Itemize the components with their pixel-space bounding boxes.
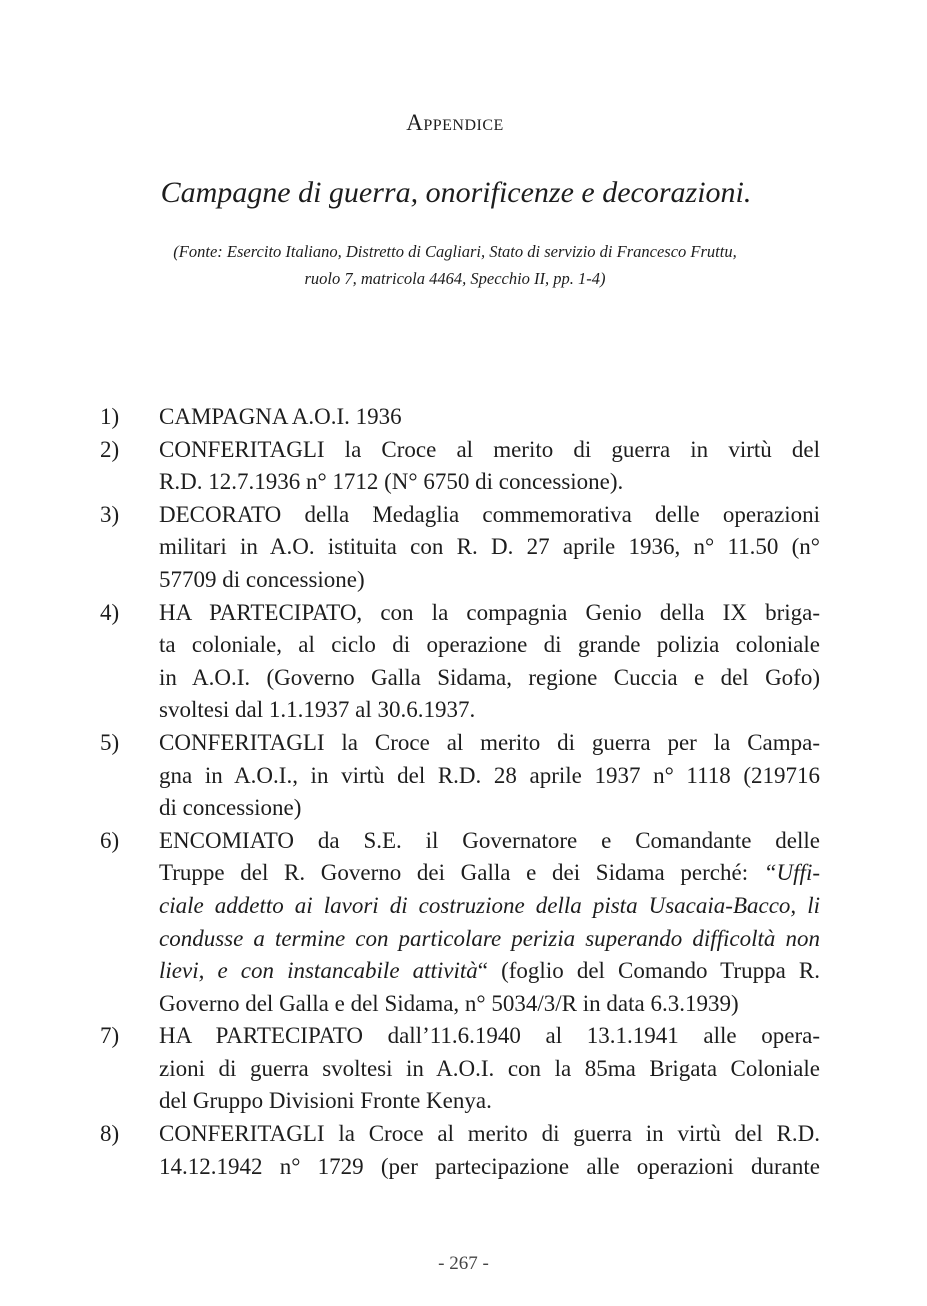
item-number: 1) bbox=[100, 404, 120, 429]
item-line: CONFERITAGLI la Croce al merito di guerra per la Campa- bbox=[159, 729, 820, 755]
item-line: in A.O.I. (Governo Galla Sidama, regione Cuccia e del Gofo) bbox=[159, 664, 820, 690]
list-item bbox=[100, 1020, 820, 1118]
item-number: 6) bbox=[100, 827, 120, 853]
item-line bbox=[159, 857, 820, 890]
list-item bbox=[100, 597, 820, 727]
item-line: Governo del Galla e del Sidama, n° 5034/3/R in data 6.3.1939) bbox=[159, 990, 739, 1016]
item-line: 14.12.1942 n° 1729 (per partecipazione alle operazioni durante bbox=[159, 1153, 820, 1179]
list-item bbox=[100, 825, 820, 1021]
page-number: - 267 - bbox=[438, 1253, 489, 1274]
source-note-line: (Fonte: Esercito Italiano, Distretto di Cagliari, Stato di servizio di Francesco Fruttu, bbox=[173, 242, 737, 261]
source-note bbox=[120, 238, 790, 292]
list-item bbox=[100, 499, 820, 597]
item-line: del Gruppo Divisioni Fronte Kenya. bbox=[159, 1088, 492, 1114]
item-text-plain: Truppe del R. Governo dei Galla e dei Sidama perché: bbox=[159, 860, 764, 886]
source-note-line: ruolo 7, matricola 4464, Specchio II, pp. 1-4) bbox=[304, 269, 606, 288]
list-item bbox=[100, 727, 820, 825]
item-line: militari in A.O. istituita con R. D. 27 aprile 1936, n° 11.50 (n° bbox=[159, 534, 820, 560]
item-line: ta coloniale, al ciclo di operazione di grande polizia coloniale bbox=[159, 632, 820, 658]
page-title: Campagne di guerra, onorificenze e decorazioni. bbox=[160, 176, 752, 209]
item-line: gna in A.O.I., in virtù del R.D. 28 aprile 1937 n° 1118 (219716 bbox=[159, 762, 820, 788]
item-line: CONFERITAGLI la Croce al merito di guerra in virtù del bbox=[159, 436, 820, 462]
item-line: HA PARTECIPATO dall’11.6.1940 al 13.1.1941 alle opera- bbox=[159, 1023, 820, 1049]
item-text bbox=[159, 1118, 820, 1183]
item-number: 5) bbox=[100, 729, 120, 755]
item-number: 3) bbox=[100, 501, 120, 527]
decorations-list bbox=[100, 401, 820, 1183]
item-quote-line: ciale addetto ai lavori di costruzione della pista Usacaia-Bacco, li bbox=[159, 892, 820, 918]
item-text bbox=[159, 434, 820, 499]
item-text bbox=[159, 825, 820, 1021]
item-line: 57709 di concessione) bbox=[159, 566, 365, 592]
item-line: HA PARTECIPATO, con la compagnia Genio della IX briga- bbox=[159, 599, 820, 625]
item-quote-line: condusse a termine con particolare perizia superando difficoltà non bbox=[159, 925, 820, 951]
item-text bbox=[159, 401, 820, 434]
item-line: zioni di guerra svoltesi in A.O.I. con la 85ma Brigata Coloniale bbox=[159, 1055, 820, 1081]
item-number: 2) bbox=[100, 436, 120, 462]
item-line bbox=[159, 955, 820, 988]
item-line: CAMPAGNA A.O.I. 1936 bbox=[159, 404, 402, 429]
list-item bbox=[100, 434, 820, 499]
item-line: DECORATO della Medaglia commemorativa delle operazioni bbox=[159, 501, 820, 527]
list-item bbox=[100, 401, 820, 434]
item-text-plain: “ (foglio del Comando Truppa R. bbox=[477, 958, 820, 984]
item-quote: lievi, e con instancabile attività bbox=[159, 958, 478, 984]
item-number: 8) bbox=[100, 1121, 120, 1147]
item-line: di concessione) bbox=[159, 795, 302, 821]
item-text bbox=[159, 727, 820, 825]
item-line: CONFERITAGLI la Croce al merito di guerra in virtù del R.D. bbox=[159, 1121, 820, 1147]
item-text bbox=[159, 1020, 820, 1118]
item-quote: “Uffi- bbox=[763, 860, 820, 886]
item-number: 4) bbox=[100, 599, 120, 625]
item-number: 7) bbox=[100, 1023, 120, 1049]
list-item bbox=[100, 1118, 820, 1183]
item-text bbox=[159, 499, 820, 597]
item-line: ENCOMIATO da S.E. il Governatore e Comandante delle bbox=[159, 827, 820, 853]
section-label: Appendice bbox=[406, 110, 504, 135]
item-line: R.D. 12.7.1936 n° 1712 (N° 6750 di concessione). bbox=[159, 469, 624, 495]
item-text bbox=[159, 597, 820, 727]
item-line: svoltesi dal 1.1.1937 al 30.6.1937. bbox=[159, 697, 476, 723]
